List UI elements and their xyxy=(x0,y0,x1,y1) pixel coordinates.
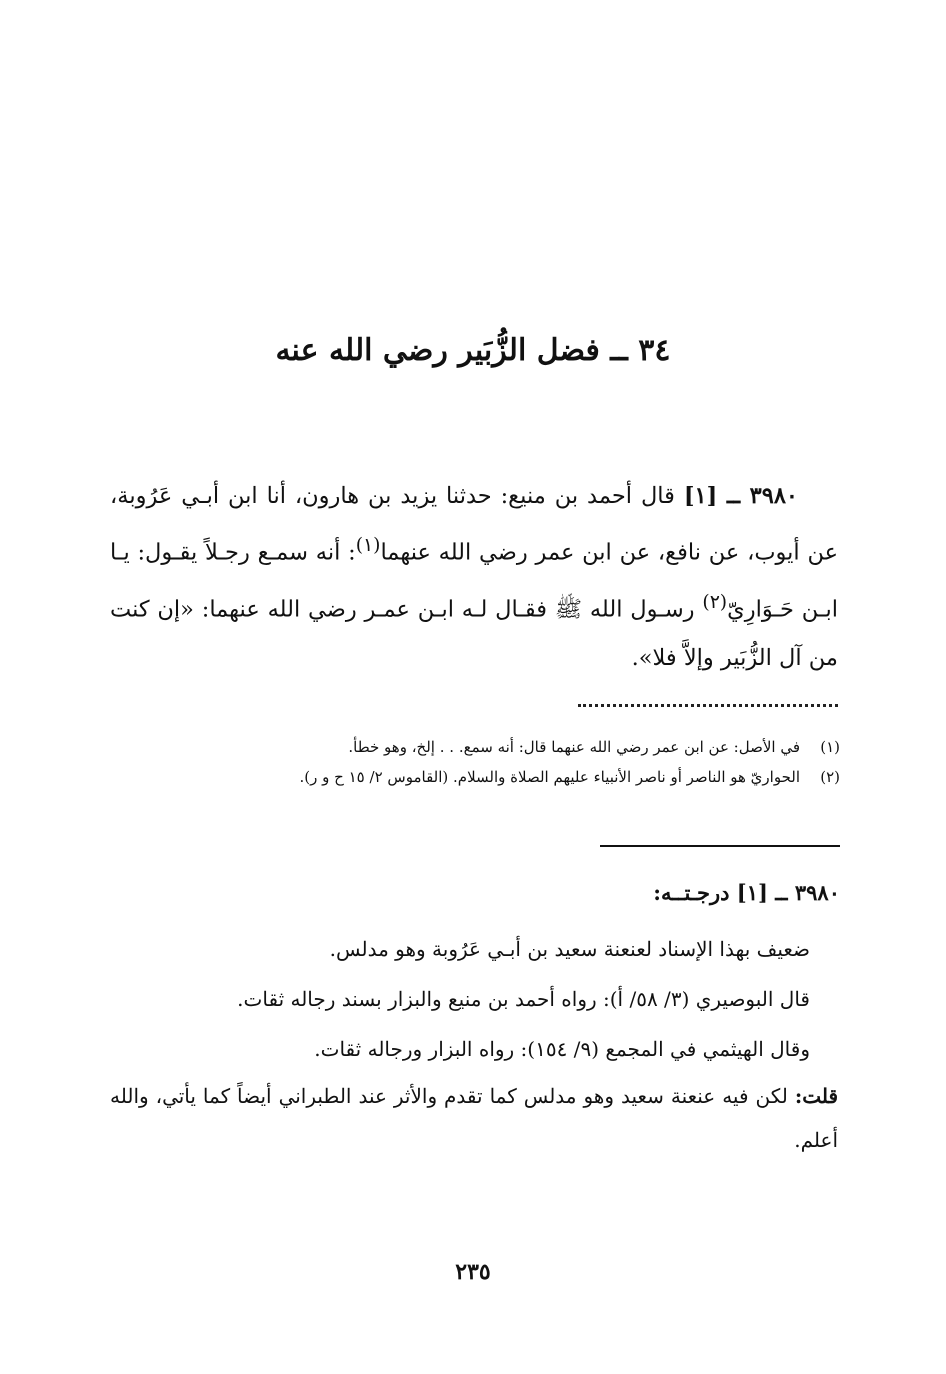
grade-note xyxy=(110,1074,838,1162)
page-number: ٢٣٥ xyxy=(455,1259,491,1285)
chapter-title: ٣٤ ــ فضل الزُّبَير رضي الله عنه xyxy=(275,333,671,368)
grade-line: ضعيف بهذا الإسناد لعنعنة سعيد بن أبـي عَرُوبة وهو مدلس. xyxy=(329,937,810,961)
grade-note-text: لكن فيه عنعنة سعيد وهو مدلس كما تقدم والأثر عند الطبراني أيضاً كما يأتي، والله أعلم. xyxy=(110,1084,838,1152)
hadith-text-part-3: رسـول الله ﷺ فقـال لـه ابـن عمـر رضي الله عنهما: «إن كنت من آل الزُّبَير وإلاَّ فلا». xyxy=(110,596,838,671)
grade-line: وقال الهيثمي في المجمع (٩/ ١٥٤): رواه البزار ورجاله ثقات. xyxy=(314,1037,810,1061)
hadith-paragraph xyxy=(110,472,838,683)
footnote-number: (٢) xyxy=(820,768,840,786)
footnote-text: في الأصل: عن ابن عمر رضي الله عنهما قال: أنه سمع. . . إلخ، وهو خطأ. xyxy=(348,738,800,756)
footnotes xyxy=(150,732,840,792)
footnote-text: الحواريّ هو الناصر أو ناصر الأنبياء عليهم الصلاة والسلام. (القاموس ٢/ ١٥ ح و ر). xyxy=(299,768,800,786)
footnote-number: (١) xyxy=(820,738,840,756)
grade-line: قال البوصيري (٣/ ٥٨/ أ): رواه أحمد بن منيع والبزار بسند رجاله ثقات. xyxy=(237,987,810,1011)
hadith-number: ٣٩٨٠ ــ [١] xyxy=(683,483,799,509)
grade-section xyxy=(110,924,838,1162)
footnote-ref-1[interactable]: (١) xyxy=(355,535,381,556)
footnote-item xyxy=(150,732,840,762)
grade-heading: ٣٩٨٠ ــ [١] درجـتــه: xyxy=(653,880,840,905)
section-divider xyxy=(600,845,840,847)
footnote-separator xyxy=(578,690,838,707)
footnote-item xyxy=(150,762,840,792)
hadith-text-part-2: : أنه سمـع رجـلاً يقـول: يـا ابـن حَـوَارِيّ xyxy=(110,539,838,622)
footnote-ref-2[interactable]: (٢) xyxy=(702,591,728,613)
hadith-text-part-1: قال أحمد بن منيع: حدثنا يزيد بن هارون، أنا ابن أبـي عَرُوبة، عن أيوب، عن نافع، عن ابن عمر رضي الله عنهما xyxy=(110,483,838,566)
grade-note-label: قلت: xyxy=(794,1084,839,1108)
